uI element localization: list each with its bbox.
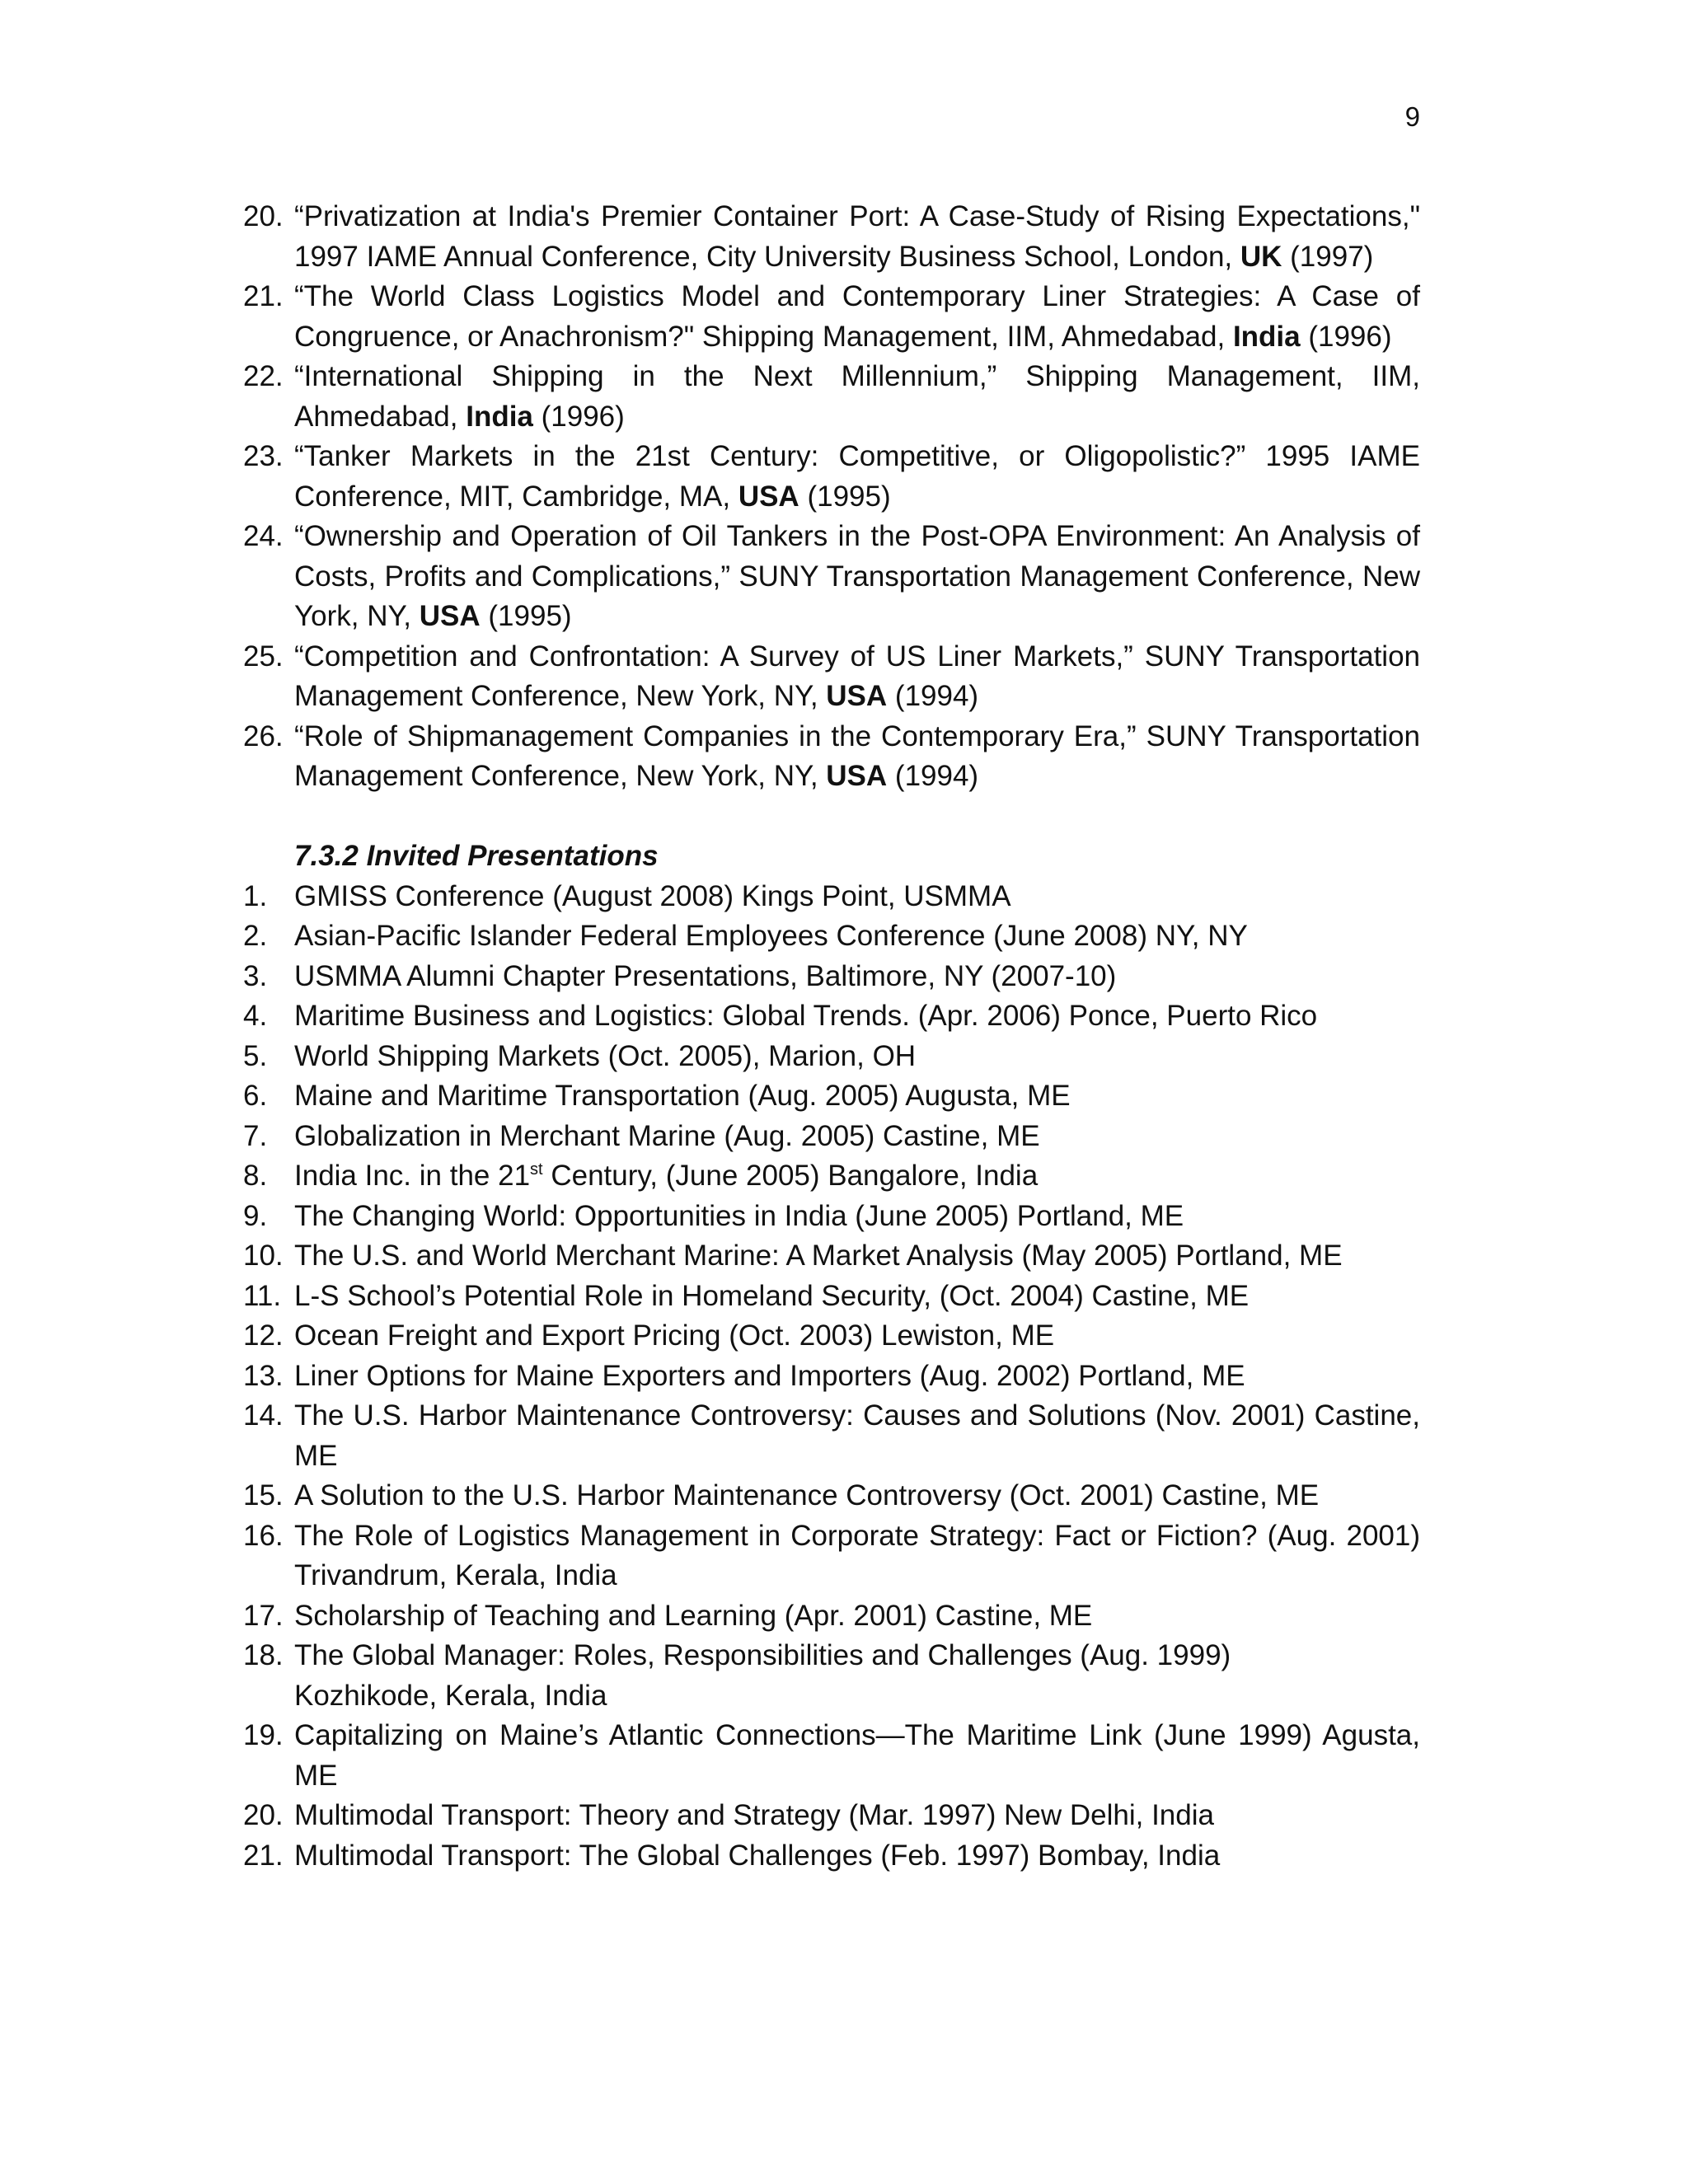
list-item-text: Scholarship of Teaching and Learning (Apr. 2001) Castine, ME: [294, 1599, 1093, 1632]
list-item: [243, 637, 1420, 717]
list-item-number: 22.: [243, 360, 284, 392]
list-item-text: The Changing World: Opportunities in India (June 2005) Portland, ME: [294, 1199, 1184, 1232]
list-item-number: 4.: [243, 1000, 268, 1032]
list-item: [243, 1316, 1420, 1357]
list-item-number: 6.: [243, 1080, 268, 1112]
citation-year: (1997): [1282, 240, 1374, 273]
list-item-text: Maine and Maritime Transportation (Aug. 2005) Augusta, ME: [294, 1080, 1071, 1112]
list-item: [243, 1357, 1420, 1397]
citation-text: “Role of Shipmanagement Companies in the Contemporary Era,” SUNY Transportation Management Conference, New York, NY,: [294, 719, 1420, 792]
list-item-number: 11.: [243, 1279, 282, 1312]
list-item-text: World Shipping Markets (Oct. 2005), Marion, OH: [294, 1039, 917, 1072]
list-item-number: 7.: [243, 1119, 268, 1152]
list-item-line: The Global Manager: Roles, Responsibilities and Challenges (Aug. 1999): [294, 1639, 1231, 1671]
list-item: [243, 277, 1420, 357]
section-heading-invited-presentations: 7.3.2 Invited Presentations: [294, 840, 659, 872]
list-item-number: 20.: [243, 200, 284, 232]
list-item-number: 21.: [243, 1839, 284, 1872]
list-item-number: 12.: [243, 1319, 284, 1352]
list-item: [243, 197, 1420, 277]
citation-year: (1996): [532, 400, 625, 433]
list-item: [243, 437, 1420, 517]
page-content: [243, 197, 1420, 1876]
list-item-number: 2.: [243, 920, 268, 952]
list-item-text: [294, 637, 1420, 717]
citation-year: (1994): [887, 680, 979, 712]
list-item: [243, 1156, 1420, 1197]
list-item-text: Asian-Pacific Islander Federal Employees Conference (June 2008) NY, NY: [294, 920, 1248, 952]
citation-text: “International Shipping in the Next Millennium,” Shipping Management, IIM, Ahmedabad,: [294, 360, 1420, 433]
list-item-text: L-S School’s Potential Role in Homeland Security, (Oct. 2004) Castine, ME: [294, 1279, 1250, 1312]
list-item-text: [294, 517, 1420, 637]
list-item-text: The U.S. Harbor Maintenance Controversy: Causes and Solutions (Nov. 2001) Castine, ME: [294, 1399, 1420, 1472]
list-item-number: 1.: [243, 879, 268, 912]
list-item-text: Multimodal Transport: Theory and Strategy (Mar. 1997) New Delhi, India: [294, 1799, 1214, 1831]
country-name: USA: [826, 760, 888, 792]
list-item: [243, 1396, 1420, 1476]
list-item: [243, 1796, 1420, 1836]
citation-year: (1995): [480, 600, 572, 632]
invited-presentations-list: [243, 877, 1420, 1877]
list-item-text: GMISS Conference (August 2008) Kings Point, USMMA: [294, 879, 1011, 912]
list-item: [243, 357, 1420, 437]
list-item-text: [294, 717, 1420, 797]
list-item: [243, 1277, 1420, 1317]
citation-text: “The World Class Logistics Model and Contemporary Liner Strategies: A Case of Congruence, or Anachronism?" Shipping Management, IIM, Ahmedabad,: [294, 280, 1420, 353]
list-item: [243, 517, 1420, 637]
list-item-number: 26.: [243, 719, 284, 752]
list-item: [243, 717, 1420, 797]
list-item-number: 3.: [243, 959, 268, 992]
list-item-number: 5.: [243, 1039, 268, 1072]
list-item-text: [294, 277, 1420, 357]
list-item-text: Maritime Business and Logistics: Global Trends. (Apr. 2006) Ponce, Puerto Rico: [294, 1000, 1318, 1032]
list-item-number: 24.: [243, 520, 284, 552]
list-item-number: 10.: [243, 1240, 284, 1272]
list-item-text: [294, 197, 1420, 277]
list-item: [243, 1037, 1420, 1077]
list-item-text: Multimodal Transport: The Global Challenges (Feb. 1997) Bombay, India: [294, 1839, 1221, 1872]
list-item-line: Kozhikode, Kerala, India: [294, 1679, 607, 1712]
list-item-text: Capitalizing on Maine’s Atlantic Connections—The Maritime Link (June 1999) Agusta, ME: [294, 1719, 1420, 1792]
list-item: [243, 1117, 1420, 1157]
citation-text: “Privatization at India's Premier Container Port: A Case-Study of Rising Expectations," 1997 IAME Annual Conference, City University Business School, London,: [294, 200, 1420, 273]
list-item: [243, 1636, 1420, 1716]
country-name: USA: [419, 600, 481, 632]
page-number: 9: [1404, 101, 1420, 132]
citation-year: (1994): [887, 760, 979, 792]
list-item-text: [294, 437, 1420, 517]
country-name: USA: [738, 480, 799, 513]
list-item-number: 18.: [243, 1639, 284, 1671]
list-item: [243, 1236, 1420, 1277]
list-item-number: 9.: [243, 1199, 268, 1232]
ordinal-superscript: st: [530, 1160, 543, 1179]
list-item-text: Globalization in Merchant Marine (Aug. 2005) Castine, ME: [294, 1119, 1040, 1152]
list-item: [243, 1836, 1420, 1877]
list-item: [243, 1197, 1420, 1237]
citation-text: “Ownership and Operation of Oil Tankers in the Post-OPA Environment: An Analysis of Costs, Profits and Complications,” SUNY Transportation Management Conference, New York, NY,: [294, 520, 1420, 632]
country-name: India: [1232, 320, 1301, 353]
list-item-text: The Role of Logistics Management in Corporate Strategy: Fact or Fiction? (Aug. 2001) Trivandrum, Kerala, India: [294, 1519, 1420, 1591]
list-item-text: [294, 1156, 1420, 1197]
list-item-text: [294, 357, 1420, 437]
list-item-number: 16.: [243, 1519, 284, 1552]
country-name: India: [466, 400, 533, 433]
list-item: [243, 916, 1420, 957]
list-item-text: [294, 1636, 1420, 1716]
list-item: [243, 1516, 1420, 1596]
conference-presentations-list: [243, 197, 1420, 797]
list-item: [243, 1476, 1420, 1516]
list-item-number: 25.: [243, 640, 284, 673]
list-item-number: 17.: [243, 1599, 284, 1632]
list-item: [243, 1716, 1420, 1796]
list-item-text: A Solution to the U.S. Harbor Maintenance Controversy (Oct. 2001) Castine, ME: [294, 1479, 1320, 1511]
list-item-number: 20.: [243, 1799, 284, 1831]
list-item: [243, 957, 1420, 997]
list-item: [243, 1076, 1420, 1117]
list-item-number: 19.: [243, 1719, 284, 1751]
list-item-number: 13.: [243, 1359, 284, 1392]
citation-text: “Competition and Confrontation: A Survey of US Liner Markets,” SUNY Transportation Management Conference, New York, NY,: [294, 640, 1420, 712]
list-item: [243, 1596, 1420, 1637]
citation-year: (1996): [1300, 320, 1392, 353]
country-name: USA: [826, 680, 888, 712]
citation-text: “Tanker Markets in the 21st Century: Competitive, or Oligopolistic?” 1995 IAME Conference, MIT, Cambridge, MA,: [294, 440, 1420, 513]
list-item-text: The U.S. and World Merchant Marine: A Market Analysis (May 2005) Portland, ME: [294, 1240, 1343, 1272]
citation-year: (1995): [799, 480, 891, 513]
list-item-number: 21.: [243, 280, 284, 312]
list-item-text: USMMA Alumni Chapter Presentations, Baltimore, NY (2007-10): [294, 959, 1117, 992]
list-item-number: 8.: [243, 1160, 268, 1192]
list-item-number: 15.: [243, 1479, 284, 1511]
list-item-text-part: Century, (June 2005) Bangalore, India: [542, 1160, 1039, 1192]
list-item-text: Ocean Freight and Export Pricing (Oct. 2003) Lewiston, ME: [294, 1319, 1055, 1352]
list-item-text-part: India Inc. in the 21: [294, 1160, 531, 1192]
list-item-number: 14.: [243, 1399, 284, 1432]
country-name: UK: [1240, 240, 1282, 273]
list-item: [243, 877, 1420, 917]
list-item-text: Liner Options for Maine Exporters and Importers (Aug. 2002) Portland, ME: [294, 1359, 1245, 1392]
list-item: [243, 996, 1420, 1037]
list-item-number: 23.: [243, 440, 284, 472]
